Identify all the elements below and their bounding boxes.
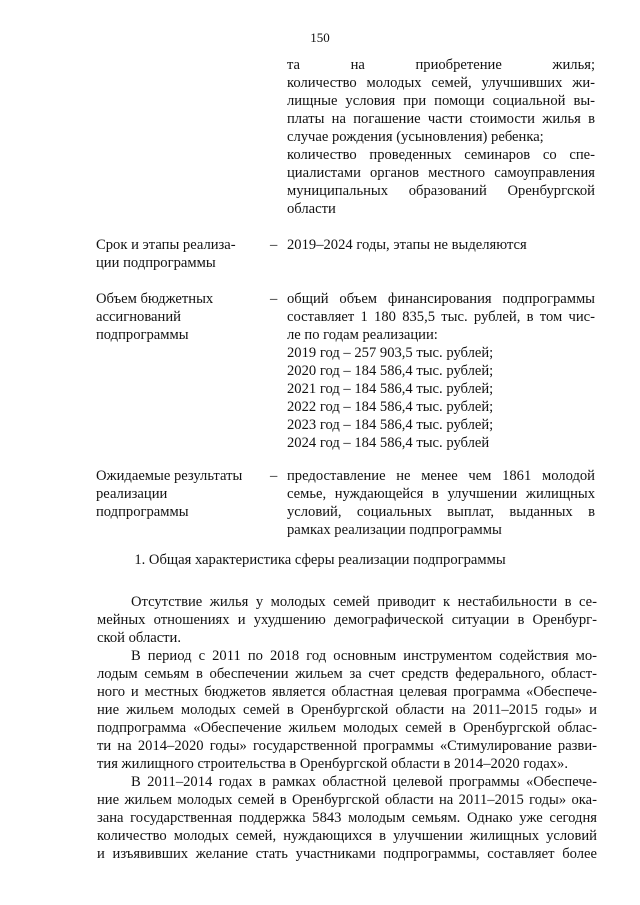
text-line: количество проведенных семинаров со спе- [287,147,595,163]
row-label: реализации [96,486,168,502]
text-line: муниципальных образований Оренбургской [287,183,595,199]
paragraph-line: ного и местных бюджетов является областная целевая программа «Обеспече- [97,684,597,700]
row-label: Срок и этапы реализа- [96,237,236,253]
dash-separator: – [270,291,278,307]
text-line: лищные условия при помощи социальной вы- [287,93,595,109]
paragraph-line: ской области. [97,630,182,646]
row-value: 2023 год – 184 586,4 тыс. рублей; [287,417,494,433]
row-value: 2019–2024 годы, этапы не выделяются [287,237,527,253]
row-label: Ожидаемые результаты [96,468,243,484]
row-value: общий объем финансирования подпрограммы [287,291,595,307]
row-label: ции подпрограммы [96,255,216,271]
text-line: случае рождения (усыновления) ребенка; [287,129,544,145]
page-number: 150 [310,30,330,45]
row-label: ассигнований [96,309,181,325]
dash-separator: – [270,237,278,253]
paragraph-line: и изъявивших желание стать участниками подпрограммы, составляет более [97,846,597,862]
text-line: количество молодых семей, улучшивших жи- [287,75,595,91]
paragraph-line: ние жильем молодых семей в Оренбургской области на 2011–2015 годы» и [97,702,597,718]
row-value: 2022 год – 184 586,4 тыс. рублей; [287,399,494,415]
paragraph-line: тия жилищного строительства в Оренбургской области в 2014–2020 годах». [97,756,568,772]
text-line: области [287,201,336,217]
text-line: платы на погашение части стоимости жилья в [287,111,595,127]
paragraph-line: мейных отношениях и ухудшению демографической ситуации в Оренбург- [97,612,597,628]
row-value: условий, социальных выплат, выданных в [287,504,595,520]
paragraph-line: Отсутствие жилья у молодых семей приводит к нестабильности в се- [131,594,597,610]
row-value: 2024 год – 184 586,4 тыс. рублей [287,435,490,451]
paragraph-line: подпрограмма «Обеспечение жильем молодых семей в Оренбургской облас- [97,720,597,736]
row-label: подпрограммы [96,504,189,520]
row-value: 2020 год – 184 586,4 тыс. рублей; [287,363,494,379]
row-label: Объем бюджетных [96,291,214,307]
paragraph-line: В 2011–2014 годах в рамках областной целевой программы «Обеспече- [131,774,597,790]
paragraph-line: В период с 2011 по 2018 год основным инструментом содействия мо- [131,648,597,664]
paragraph-line: количество молодых семей, нуждающихся в улучшении жилищных условий [97,828,597,844]
dash-separator: – [270,468,278,484]
paragraph-line: зана государственная поддержка 5843 молодым семьям. Однако уже сегодня [97,810,597,826]
section-heading: 1. Общая характеристика сферы реализации подпрограммы [134,552,506,568]
paragraph-line: ние жильем молодых семей в Оренбургской области на 2011–2015 годы» ока- [97,792,597,808]
row-value: ле по годам реализации: [287,327,438,343]
row-value: 2019 год – 257 903,5 тыс. рублей; [287,345,494,361]
text-line: та на приобретение жилья; [287,57,595,73]
row-value: 2021 год – 184 586,4 тыс. рублей; [287,381,494,397]
row-value: составляет 1 180 835,5 тыс. рублей, в том чис- [287,309,595,325]
paragraph-line: лодым семьям в обеспечении жильем за счет средств федерального, област- [97,666,597,682]
row-label: подпрограммы [96,327,189,343]
row-value: рамках реализации подпрограммы [287,522,502,538]
row-value: семье, нуждающейся в улучшении жилищных [287,486,595,502]
row-value: предоставление не менее чем 1861 молодой [287,468,595,484]
paragraph-line: ти на 2014–2020 годы» государственной программы «Стимулирование разви- [97,738,597,754]
text-line: циалистами органов местного самоуправления [287,165,595,181]
